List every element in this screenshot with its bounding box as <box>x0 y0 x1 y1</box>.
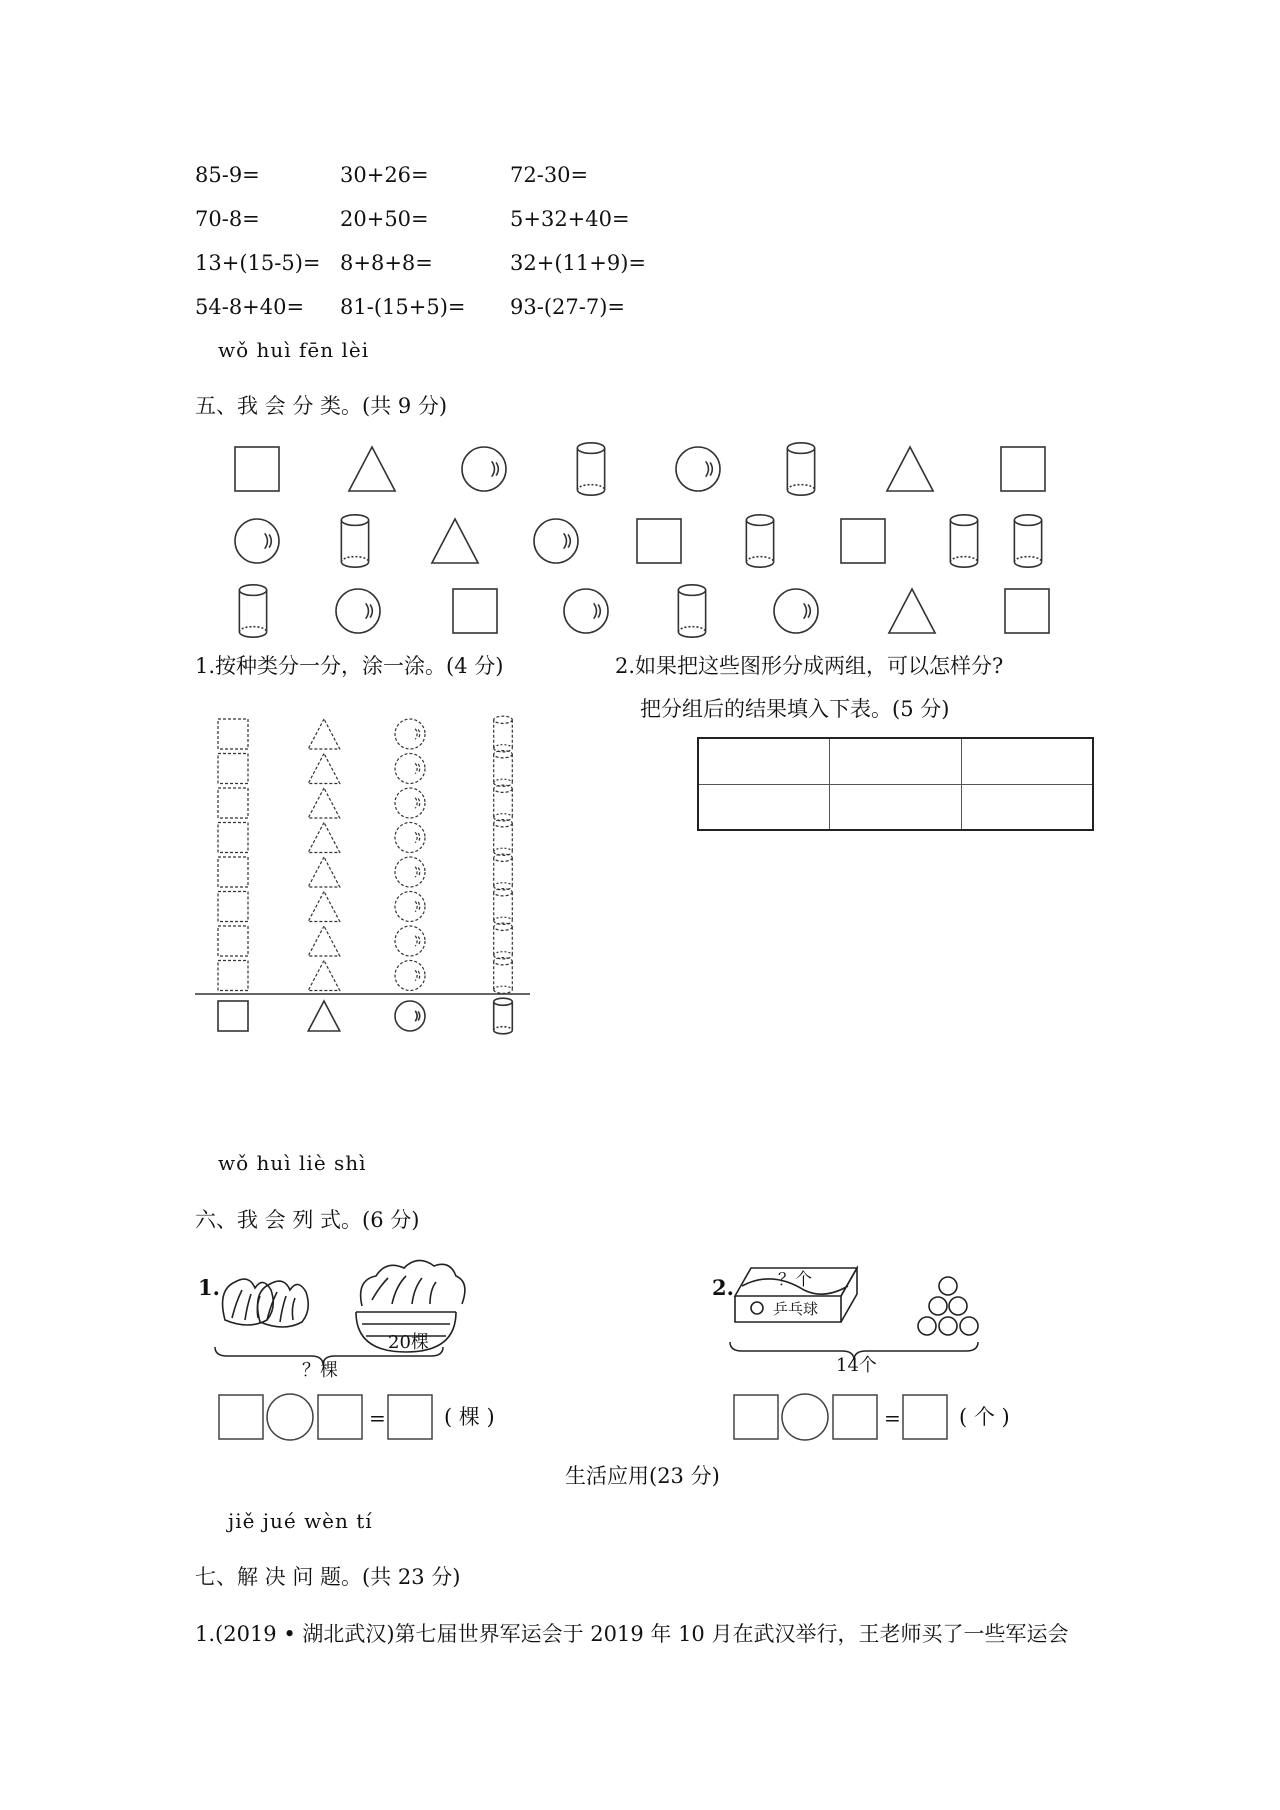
basket-label: 20棵 <box>388 1332 429 1353</box>
answer-box[interactable] <box>219 1395 263 1439</box>
section7-title: 七、解 决 问 题。(共 23 分) <box>195 1565 461 1589</box>
arith-expr: 85-9= <box>195 163 260 187</box>
section7-pinyin: jiě jué wèn tí <box>228 1509 373 1533</box>
arith-expr: 70-8= <box>195 207 260 231</box>
arith-expr: 30+26= <box>340 163 429 187</box>
arith-expr: 8+8+8= <box>340 251 433 275</box>
life-application-title: 生活应用(23 分) <box>565 1464 720 1488</box>
brace-label-2: 14个 <box>836 1355 877 1376</box>
equals-sign: = <box>369 1406 386 1430</box>
section5-title: 五、我 会 分 类。(共 9 分) <box>195 394 448 418</box>
operator-circle[interactable] <box>782 1394 828 1440</box>
section6-pinyin: wǒ huì liè shì <box>218 1151 367 1175</box>
answer-box[interactable] <box>903 1395 947 1439</box>
brace-label-1: ？棵 <box>302 1360 338 1381</box>
answer-box[interactable] <box>734 1395 778 1439</box>
operator-circle[interactable] <box>267 1394 313 1440</box>
arith-expr: 5+32+40= <box>510 207 630 231</box>
unit-label-2: ( 个 ) <box>959 1405 1010 1429</box>
problem2-number: 2. <box>712 1275 734 1300</box>
section5-pinyin: wǒ huì fēn lèi <box>218 338 370 362</box>
arith-expr: 54-8+40= <box>195 295 305 319</box>
balls-icon <box>918 1277 978 1335</box>
answer-box[interactable] <box>318 1395 362 1439</box>
section5-q1: 1.按种类分一分，涂一涂。(4 分) <box>195 654 504 678</box>
answer-box[interactable] <box>833 1395 877 1439</box>
problem1-number: 1. <box>198 1275 220 1300</box>
arith-expr: 93-(27-7)= <box>510 295 625 319</box>
answer-box[interactable] <box>388 1395 432 1439</box>
section6-title: 六、我 会 列 式。(6 分) <box>195 1208 420 1232</box>
section5-q2: 2.如果把这些图形分成两组，可以怎样分? <box>615 654 1004 678</box>
arith-expr: 72-30= <box>510 163 589 187</box>
arith-expr: 20+50= <box>340 207 429 231</box>
section5-q2-line2: 把分组后的结果填入下表。(5 分) <box>640 697 950 721</box>
equals-sign: = <box>884 1406 901 1430</box>
arith-expr: 32+(11+9)= <box>510 251 646 275</box>
arith-expr: 81-(15+5)= <box>340 295 466 319</box>
arith-expr: 13+(15-5)= <box>195 251 321 275</box>
unit-label-1: ( 棵 ) <box>444 1405 495 1429</box>
section7-q1: 1.(2019 • 湖北武汉)第七届世界军运会于 2019 年 10 月在武汉举行，王老师买了一些军运会 <box>195 1622 1069 1646</box>
box-text-label: 乒乓球 <box>773 1300 819 1318</box>
box-question-label: ？个 <box>778 1270 812 1290</box>
